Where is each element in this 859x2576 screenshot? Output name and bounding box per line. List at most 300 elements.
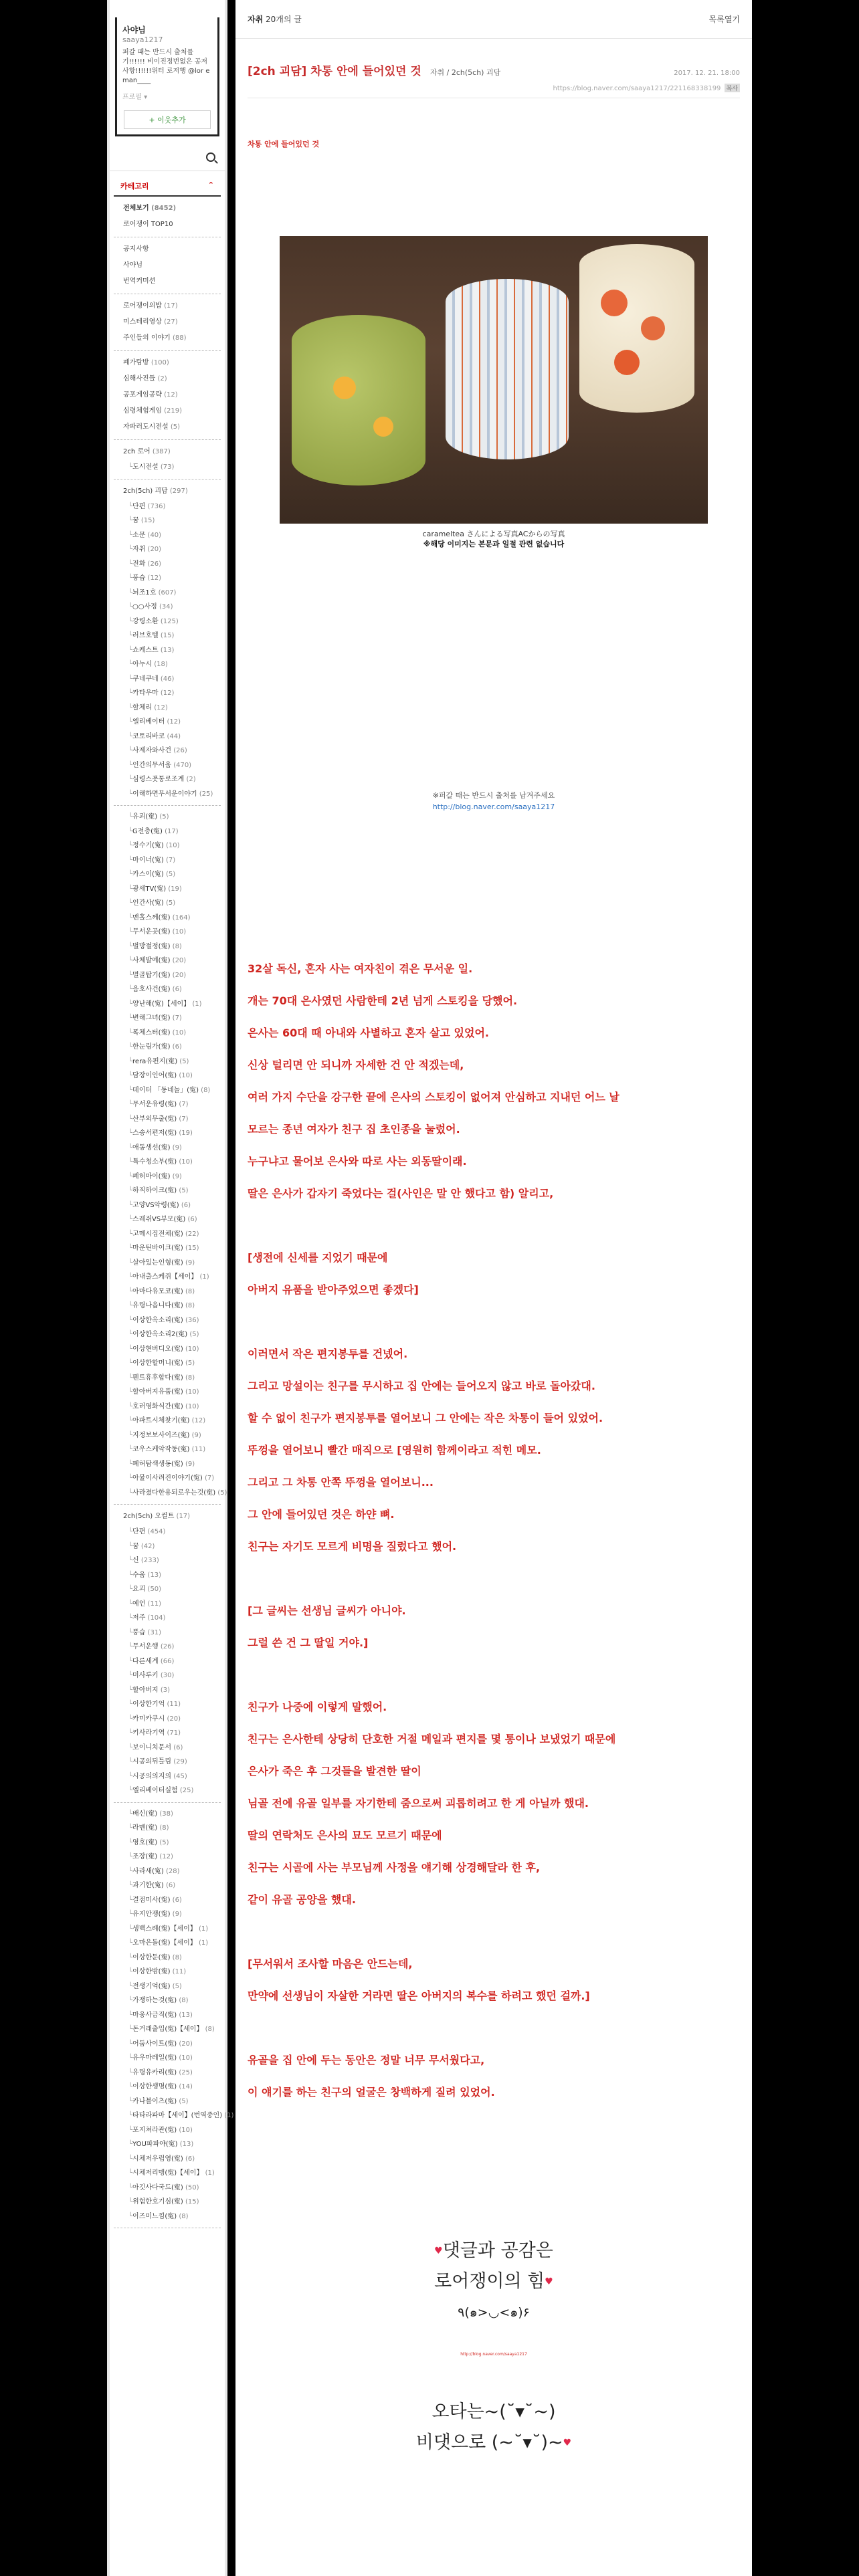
subcategory-item[interactable] (123, 1400, 214, 1414)
subcategory-item[interactable] (123, 853, 214, 868)
subcategory-item[interactable] (123, 557, 214, 572)
subcategory-item[interactable] (123, 2051, 214, 2066)
subcategory-item[interactable] (123, 968, 214, 983)
subcategory-item[interactable] (123, 1241, 214, 1256)
subcategory-label: 어둠사이트(寃) (132, 2040, 177, 2048)
subcategory-label: 하직하이크(寃) (132, 1187, 177, 1194)
subcategory-label: 엘리베이터실험 (132, 1787, 178, 1794)
subcategory-item[interactable] (123, 1356, 214, 1371)
category-title: 카테고리 (120, 182, 149, 191)
subcategory-item[interactable] (123, 882, 214, 897)
subcategory-label: 생백스례(寃)【세이】 (132, 1925, 197, 1933)
subcategory-item[interactable] (123, 1155, 214, 1170)
subcategory-count: (40) (147, 531, 162, 539)
subcategory-item[interactable] (123, 787, 214, 802)
subcategory-label: 영호(寃) (132, 1838, 158, 1846)
subcategory-item[interactable] (123, 1126, 214, 1141)
subcategory-label: 러브호텔 (132, 632, 159, 639)
subcategory-label: 이상한옥소리2(寃) (132, 1331, 188, 1338)
subcategory-item[interactable] (123, 701, 214, 716)
subcategory-label: 타타라파마【세이】(번역중인) (132, 2112, 223, 2119)
subcategory-label: 마웅사금직(寃) (132, 2011, 177, 2019)
open-list-button[interactable]: 목록열기 (708, 15, 740, 24)
subcategory-count: (13) (160, 646, 175, 654)
subcategory-count: (12) (160, 689, 175, 697)
subcategory-item[interactable] (123, 686, 214, 701)
sidebar (107, 0, 234, 2576)
subcategory-count: (104) (147, 1614, 166, 1622)
subcategory-item[interactable] (123, 715, 214, 730)
subcategory-label: 꿈 (132, 1542, 139, 1550)
subcategory-item[interactable] (123, 1755, 214, 1769)
subcategory-item[interactable] (123, 2181, 214, 2195)
subcategory-item[interactable] (123, 1654, 214, 1669)
category-count: (17) (176, 1513, 191, 1520)
subcategory-label: 양난해(寃)【세이】 (132, 1000, 191, 1008)
subcategory-item[interactable] (123, 1342, 214, 1357)
subcategory-label: 심령스폿통로조계 (132, 776, 185, 783)
body-line: 32살 독신, 혼자 사는 여자친이 겪은 무서운 일. (248, 962, 473, 975)
subcategory-count: (6) (181, 1201, 191, 1209)
outro-line-4: 비댓으로 (~˘▾˘)~ (415, 2432, 563, 2453)
body-line: [그 글씨는 선생님 글씨가 아니야. (248, 1604, 406, 1617)
subcategory-label: 무서운곳(寃) (132, 928, 171, 936)
subcategory-item[interactable] (123, 825, 214, 839)
subcategory-item[interactable] (123, 1836, 214, 1850)
subcategory-label: 과기한(寃) (132, 1882, 164, 1889)
collapse-icon[interactable]: ⌃ (207, 181, 214, 189)
subcategory-count: (20) (147, 546, 162, 553)
heart-icon: ♥ (434, 2246, 443, 2256)
subcategory-item[interactable] (123, 528, 214, 543)
subcategory-item[interactable] (123, 586, 214, 601)
subcategory-count: (8) (172, 1953, 182, 1961)
subcategory-count: (1) (198, 1925, 209, 1933)
paragraph-gap (248, 1659, 740, 1691)
subcategory-label: 결점미사(寃) (132, 1896, 171, 1904)
subcategory-item[interactable] (123, 2037, 214, 2052)
subcategory-count: (1) (199, 1273, 209, 1281)
profile-card (115, 17, 219, 136)
category-item[interactable] (123, 419, 214, 435)
subcategory-item[interactable] (123, 500, 214, 514)
subcategory-count: (73) (160, 463, 175, 471)
subcategory-item[interactable] (123, 1626, 214, 1640)
subcategory-label: 스송서편저(寃) (132, 1130, 177, 1137)
subcategory-label: 아뮬이사려진이야기(寃) (132, 1475, 203, 1482)
subcategory-item[interactable] (123, 772, 214, 787)
add-neighbor-button[interactable]: + 이웃추가 (124, 110, 211, 129)
subcategory-item[interactable] (123, 1582, 214, 1597)
subcategory-count: (26) (173, 747, 187, 754)
subcategory-label: 다른세계 (132, 1657, 159, 1665)
subcategory-label: 담장이인어(寃) (132, 1072, 177, 1079)
subcategory-label: 특수청소부(寃) (132, 1158, 177, 1166)
subcategory-count: (19) (168, 885, 182, 893)
category-label: 폐가탐방 (123, 359, 149, 366)
subcategory-label: 사라새(寃) (132, 1867, 164, 1875)
category-item[interactable] (123, 387, 214, 403)
category-label: 전체보기 (123, 205, 149, 212)
subcategory-item[interactable] (123, 867, 214, 882)
body-line: 은사는 60대 때 아내와 사별하고 혼자 살고 있었어. (248, 1027, 490, 1039)
subcategory-count: (8) (159, 1824, 169, 1832)
subcategory-item[interactable] (123, 744, 214, 758)
category-item[interactable] (123, 484, 214, 500)
subcategory-item[interactable] (123, 758, 214, 773)
subcategory-item[interactable] (123, 1784, 214, 1798)
subcategory-item[interactable] (123, 1486, 227, 1501)
subcategory-label: 수움 (132, 1571, 146, 1579)
blog-link[interactable]: http://blog.naver.com/saaya1217 (432, 802, 555, 811)
subcategory-item[interactable] (123, 1893, 214, 1908)
subcategory-item[interactable] (123, 1170, 214, 1184)
subcategory-item[interactable] (123, 2066, 214, 2080)
subcategory-item[interactable] (123, 1807, 214, 1822)
category-item[interactable] (123, 274, 214, 290)
subcategory-label: 예언 (132, 1600, 146, 1608)
subcategory-item[interactable] (123, 629, 214, 643)
subcategory-count: (15) (185, 2198, 199, 2206)
subcategory-item[interactable] (123, 2095, 214, 2109)
subcategory-count: (46) (160, 675, 175, 683)
category-item[interactable] (123, 201, 214, 217)
post-url[interactable]: https://blog.naver.com/saaya1217/221168338199 (553, 85, 721, 92)
subcategory-count: (15) (140, 517, 155, 524)
subcategory-item[interactable] (123, 1069, 214, 1083)
subcategory-item[interactable] (123, 1371, 214, 1386)
subcategory-item[interactable] (123, 1611, 214, 1626)
subcategory-item[interactable] (123, 1640, 214, 1654)
category-label: 심해사진들 (123, 375, 156, 383)
subcategory-item[interactable] (123, 1471, 214, 1486)
category-group (114, 479, 221, 807)
subcategory-item[interactable] (123, 1011, 214, 1026)
category-item[interactable] (123, 314, 214, 330)
subcategory-item[interactable] (123, 1922, 214, 1937)
paragraph-gap (248, 2012, 740, 2044)
subcategory-count: (1) (198, 1939, 209, 1947)
subcategory-item[interactable] (123, 1083, 214, 1098)
subcategory-label: 애동생선(寃) (132, 1144, 171, 1152)
post-category[interactable]: 자취 / 2ch(5ch) 괴담 (430, 68, 501, 77)
category-label: 2ch(5ch) 오컬트 (123, 1513, 175, 1520)
repost-notice (235, 790, 752, 813)
subcategory-count: (6) (172, 1896, 182, 1904)
subcategory-item[interactable] (123, 1525, 214, 1539)
subcategory-item[interactable] (123, 2008, 214, 2023)
subcategory-item[interactable] (123, 730, 214, 744)
subcategory-item[interactable] (123, 2123, 214, 2138)
subcategory-item[interactable] (123, 1227, 214, 1242)
category-item[interactable] (123, 403, 214, 419)
subcategory-item[interactable] (123, 925, 214, 940)
subcategory-label: 보이니치문서 (132, 1743, 171, 1751)
subcategory-label: 조장(寃) (132, 1853, 158, 1860)
subcategory-item[interactable] (123, 672, 214, 687)
subcategory-item[interactable] (123, 1879, 214, 1893)
subcategory-item[interactable] (123, 615, 214, 629)
subcategory-label: 사라졌다한용되로우는것(寃) (132, 1489, 216, 1497)
subcategory-item[interactable] (123, 1414, 214, 1428)
subcategory-item[interactable] (123, 2109, 234, 2123)
subcategory-item[interactable] (123, 839, 214, 853)
subcategory-item[interactable] (123, 1442, 214, 1457)
subcategory-item[interactable] (123, 2210, 214, 2224)
category-label: 미스테리영상 (123, 318, 162, 326)
category-count: (5) (170, 423, 180, 431)
subcategory-item[interactable] (123, 1212, 214, 1227)
subcategory-count: (2) (186, 776, 196, 783)
subcategory-count: (5) (159, 813, 169, 821)
subcategory-item[interactable] (123, 460, 214, 475)
post-list-bar (235, 0, 752, 39)
subcategory-label: 폭체스터(寃) (132, 1029, 171, 1037)
category-label: 로어쟁이의밥 (123, 302, 162, 310)
subcategory-item[interactable] (123, 1850, 214, 1864)
category-item[interactable] (123, 241, 214, 257)
post-outro (235, 2236, 752, 2458)
category-list (110, 197, 234, 2228)
subcategory-count: (15) (160, 632, 175, 639)
body-line: 님골 전에 유골 일부를 자기한테 줌으로써 괴롭히려고 한 게 아닐까 했대. (248, 1797, 589, 1810)
subcategory-count: (233) (140, 1557, 159, 1564)
subcategory-item[interactable] (123, 1285, 214, 1299)
subcategory-label: 폐허마이(寃) (132, 1172, 171, 1180)
subcategory-count: (6) (172, 986, 182, 993)
subcategory-item[interactable] (123, 1936, 214, 1951)
subcategory-label: 코우스케악작동(寃) (132, 1446, 190, 1453)
subcategory-count: (5) (189, 1331, 199, 1338)
subcategory-item[interactable] (123, 2166, 214, 2181)
subcategory-item[interactable] (123, 1539, 214, 1554)
subcategory-count: (9) (172, 1911, 182, 1918)
body-line: 친구가 나중에 이렇게 말했어. (248, 1701, 387, 1713)
subcategory-count: (3) (160, 1686, 171, 1694)
subcategory-label: 자취 (132, 546, 146, 553)
subcategory-item[interactable] (123, 1965, 214, 1979)
outro-line-3: 오타는~(˘▾˘~) (432, 2401, 556, 2422)
paragraph-gap (248, 1210, 740, 1242)
subcategory-label: 지정보보사이즈(寃) (132, 1431, 190, 1439)
subcategory-item[interactable] (123, 1026, 214, 1041)
subcategory-item[interactable] (123, 1313, 214, 1328)
subcategory-item[interactable] (123, 1040, 214, 1055)
subcategory-count: (45) (173, 1772, 187, 1780)
subcategory-item[interactable] (123, 940, 214, 954)
subcategory-count: (13) (147, 1571, 162, 1579)
subcategory-label: 폐허탐색생동(寃) (132, 1460, 183, 1468)
subcategory-item[interactable] (123, 982, 214, 997)
subcategory-label: 유지안쟁(寃) (132, 1911, 171, 1918)
subcategory-item[interactable] (123, 1994, 214, 2008)
subcategory-count: (5) (172, 1982, 182, 1990)
subcategory-item[interactable] (123, 1198, 214, 1213)
subcategory-item[interactable] (123, 1741, 214, 1755)
subcategory-count: (15) (185, 1245, 199, 1252)
outro-link[interactable]: http://blog.naver.com/saaya1217 (460, 2352, 527, 2357)
subcategory-label: 산부외무출(寃) (132, 1115, 177, 1123)
green-tin-image (292, 315, 425, 486)
subcategory-item[interactable] (123, 2022, 214, 2037)
subcategory-label: 단편 (132, 1528, 146, 1535)
subcategory-item[interactable] (123, 1951, 214, 1965)
subcategory-count: (10) (179, 2126, 193, 2134)
subcategory-count: (8) (172, 942, 182, 950)
subcategory-count: (8) (179, 2212, 189, 2220)
subcategory-count: (10) (185, 1388, 199, 1396)
subcategory-count: (10) (172, 928, 187, 936)
category-item[interactable] (123, 1509, 214, 1525)
category-label: 로어쟁이 TOP10 (123, 221, 173, 228)
subcategory-item[interactable] (123, 1821, 214, 1836)
subcategory-item[interactable] (123, 514, 214, 528)
category-group (114, 294, 221, 351)
heart-icon: ♥ (563, 2438, 572, 2448)
subcategory-item[interactable] (123, 1112, 214, 1127)
subcategory-item[interactable] (123, 1457, 214, 1472)
subcategory-item[interactable] (123, 1270, 214, 1285)
subcategory-count: (38) (159, 1810, 173, 1818)
subcategory-count: (44) (167, 732, 181, 740)
subcategory-item[interactable] (123, 1726, 214, 1741)
subcategory-item[interactable] (123, 1697, 214, 1712)
category-item[interactable] (123, 355, 214, 371)
category-count: (219) (164, 407, 183, 415)
subcategory-label: 엘리베이터 (132, 718, 165, 726)
subcategory-label: YOU파파야(寃) (132, 2141, 178, 2148)
body-line: 유골을 집 안에 두는 동안은 정말 너무 무서웠다고, (248, 2054, 485, 2066)
subcategory-label: 소문 (132, 531, 146, 539)
subcategory-item[interactable] (123, 1184, 214, 1198)
subcategory-count: (34) (159, 603, 173, 611)
subcategory-item[interactable] (123, 1597, 214, 1612)
subcategory-count: (9) (191, 1431, 201, 1439)
subcategory-label: 배신(寃) (132, 1810, 158, 1818)
subcategory-count: (9) (185, 1460, 195, 1468)
subcategory-label: 이상한할머니(寃) (132, 1360, 183, 1367)
subcategory-item[interactable] (123, 1428, 214, 1443)
body-line: 개는 70대 은사였던 사람한테 2년 넘게 스토킹을 당했어. (248, 994, 518, 1007)
category-count: (27) (164, 318, 178, 326)
subcategory-count: (11) (172, 1968, 187, 1975)
subcategory-item[interactable] (123, 1097, 214, 1112)
subcategory-item[interactable] (123, 2152, 214, 2167)
subcategory-item[interactable] (123, 954, 214, 968)
subcategory-item[interactable] (123, 643, 214, 658)
subcategory-item[interactable] (123, 1712, 214, 1727)
subcategory-item[interactable] (123, 600, 214, 615)
subcategory-item[interactable] (123, 997, 214, 1012)
subcategory-label: 맨홀스께(寃) (132, 914, 171, 922)
photo-credit: carameltea さんによる写真ACからの写真 (422, 530, 565, 538)
subcategory-item[interactable] (123, 1327, 214, 1342)
category-label: 공지사항 (123, 245, 149, 253)
subcategory-count: (20) (172, 971, 187, 979)
category-group (114, 1505, 221, 1803)
subcategory-item[interactable] (123, 2137, 214, 2152)
category-item[interactable] (123, 330, 214, 346)
subcategory-item[interactable] (123, 1299, 214, 1313)
post-header (235, 39, 752, 98)
subcategory-count: (20) (179, 2040, 193, 2048)
post-body (235, 953, 752, 2109)
subcategory-count: (20) (172, 957, 187, 964)
subcategory-count: (10) (179, 1072, 193, 1079)
subcategory-count: (125) (160, 617, 179, 625)
search-icon[interactable] (206, 152, 215, 162)
subcategory-label: 인간사(寃) (132, 899, 164, 907)
category-header[interactable] (114, 171, 221, 197)
subcategory-item[interactable] (123, 571, 214, 586)
subcategory-count: (25) (179, 2068, 193, 2076)
subcategory-item[interactable] (123, 1769, 214, 1784)
subcategory-item[interactable] (123, 896, 214, 911)
sidebar-search[interactable] (110, 144, 225, 171)
category-item[interactable] (123, 257, 214, 274)
subcategory-item[interactable] (123, 911, 214, 926)
subcategory-count: (8) (179, 1997, 189, 2004)
subcategory-item[interactable] (123, 1385, 214, 1400)
subcategory-label: 무서운행 (132, 1643, 159, 1650)
subcategory-count: (6) (185, 2155, 195, 2163)
subcategory-label: 키사라기역 (132, 1729, 165, 1737)
body-line: 그리고 망설이는 친구를 무시하고 집 안에는 들어오지 않고 바로 돌아갔대. (248, 1380, 595, 1392)
category-label: 주인들의 이야기 (123, 334, 171, 342)
subcategory-item[interactable] (123, 1907, 214, 1922)
subcategory-item[interactable] (123, 1979, 214, 1994)
subcategory-item[interactable] (123, 1669, 214, 1683)
subcategory-item[interactable] (123, 542, 214, 557)
subcategory-label: 할체리 (132, 704, 153, 712)
subcategory-count: (8) (201, 1086, 211, 1094)
profile-link[interactable]: 프로필 ▾ (122, 94, 148, 101)
subcategory-count: (12) (167, 718, 181, 726)
category-label: 심령체험게임 (123, 407, 162, 415)
category-item[interactable] (123, 444, 214, 460)
subcategory-label: 저주 (132, 1614, 146, 1622)
category-group (114, 440, 221, 479)
subcategory-label: 살아있는인형(寃) (132, 1259, 183, 1267)
category-item[interactable] (123, 217, 214, 233)
subcategory-label: 사체발예(寃) (132, 957, 171, 964)
category-count: (88) (173, 334, 187, 342)
subcategory-item[interactable] (123, 1141, 214, 1156)
subcategory-item[interactable] (123, 1553, 214, 1568)
url-copy-button[interactable]: 복사 (725, 84, 740, 92)
category-item[interactable] (123, 298, 214, 314)
subcategory-item[interactable] (123, 1568, 214, 1583)
subcategory-item[interactable] (123, 2195, 214, 2210)
subcategory-item[interactable] (123, 2080, 214, 2095)
subcategory-count: (17) (165, 827, 179, 835)
subcategory-item[interactable] (123, 1864, 214, 1879)
subcategory-label: 이상한밤(寃) (132, 1968, 171, 1975)
category-item[interactable] (123, 371, 214, 387)
subcategory-item[interactable] (123, 1055, 214, 1069)
category-count: (100) (151, 359, 169, 366)
subcategory-label: 무서운유령(寃) (132, 1101, 177, 1108)
subcategory-count: (22) (185, 1230, 199, 1238)
subcategory-count: (10) (179, 1158, 193, 1166)
subcategory-item[interactable] (123, 1683, 214, 1698)
subcategory-item[interactable] (123, 810, 214, 825)
subcategory-count: (11) (147, 1600, 162, 1608)
subcategory-item[interactable] (123, 1256, 214, 1271)
post-title[interactable]: [2ch 괴담] 차통 안에 들어있던 것 (248, 65, 421, 78)
body-line: [생전에 신세를 지었기 때문에 (248, 1251, 388, 1264)
subcategory-item[interactable] (123, 657, 214, 672)
